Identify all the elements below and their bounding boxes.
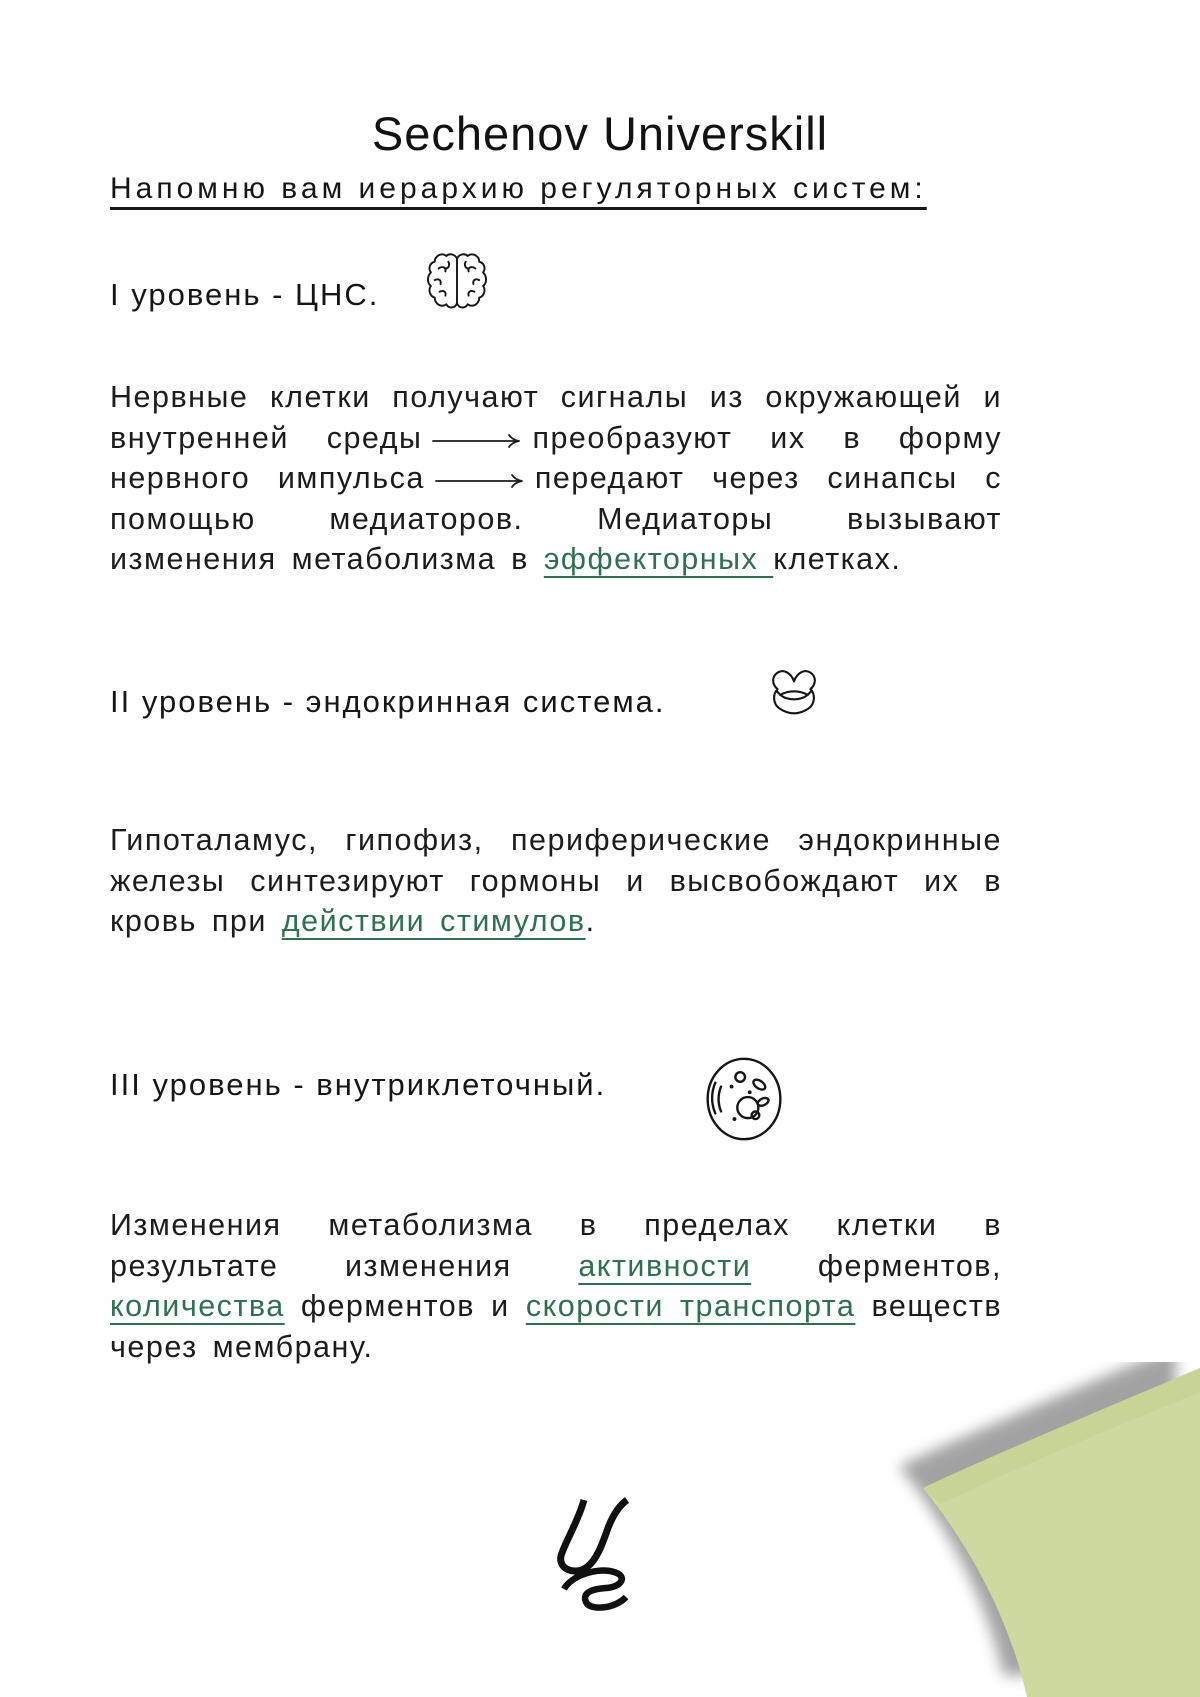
cell-icon — [700, 1051, 788, 1155]
level-3-heading: III уровень - внутриклеточный. — [110, 1067, 607, 1102]
universkill-logo-icon — [548, 1494, 652, 1616]
brain-icon — [427, 249, 487, 327]
paragraph-text: ферментов и — [284, 1289, 526, 1323]
level-2-heading: II уровень - эндокринная система. — [110, 684, 666, 719]
paragraph-level-1 — [110, 377, 1002, 580]
paragraph-text: клетках. — [773, 542, 902, 576]
level-3-heading-row — [110, 1067, 606, 1103]
highlighted-term: скорости транспорта — [525, 1289, 856, 1323]
paragraph-text: Изменения метаболизма в пределах клетки в результате изменения — [110, 1208, 1002, 1283]
green-paper-corner — [885, 1362, 1200, 1697]
highlighted-term: активности — [578, 1248, 752, 1283]
paragraph-level-3 — [110, 1205, 1002, 1367]
paragraph-text: передают через синапсы с помощью медиаторов. Медиаторы вызывают изменения метаболизма в — [110, 461, 1002, 576]
paragraph-text: веществ через мембрану. — [110, 1289, 1003, 1364]
paragraph-text: Нервные клетки получают сигналы из окружающей и внутренней среды — [110, 380, 1002, 455]
page-title: Sechenov Universkill — [371, 107, 829, 160]
level-2-heading-row — [110, 684, 666, 720]
paragraph-text: . — [585, 904, 596, 938]
paragraph-text: Гипоталамус, гипофиз, периферические эндокринные железы синтезируют гормоны и высвобождают их в кровь при — [110, 823, 1002, 938]
flow-arrow-icon — [433, 458, 527, 499]
flow-arrow-icon — [430, 418, 524, 459]
paragraph-text: ферментов, — [751, 1248, 1002, 1283]
paragraph-level-2 — [110, 820, 1002, 942]
highlighted-term: действии стимулов — [281, 904, 586, 938]
highlighted-term: эффекторных — [543, 542, 774, 576]
paragraph-text: преобразуют их в форму нервного импульса — [110, 420, 1003, 495]
level-1-heading: I уровень - ЦНС. — [110, 277, 380, 312]
intro-heading: Напомню вам иерархию регуляторных систем: — [110, 172, 927, 205]
level-1-heading-row — [110, 277, 379, 313]
thyroid-icon — [763, 654, 825, 740]
highlighted-term: количества — [110, 1289, 285, 1323]
